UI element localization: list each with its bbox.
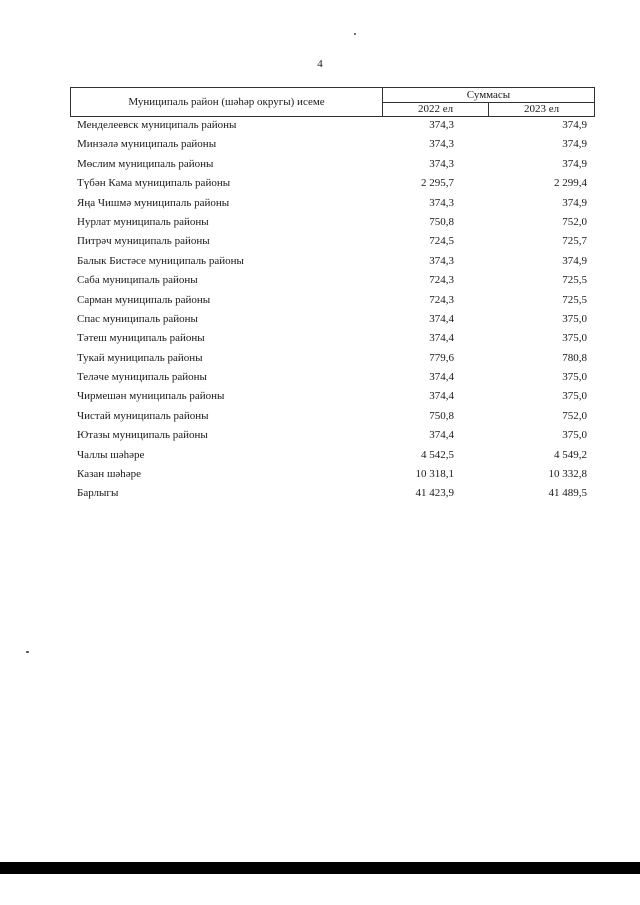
district-name: Барлыгы: [77, 487, 119, 500]
value-2022: 374,3: [429, 119, 454, 131]
value-2023: 780,8: [562, 351, 587, 364]
year-2022-header: 2022 ел: [383, 102, 489, 117]
scan-speck: [354, 33, 356, 35]
table-row: [70, 194, 595, 213]
value-2023: 41 489,5: [548, 487, 587, 500]
value-2022: 374,4: [429, 332, 454, 345]
table-row: [70, 349, 595, 368]
scan-speck: [26, 651, 29, 653]
value-2023: 725,5: [562, 274, 587, 287]
table-row: [70, 135, 595, 154]
page-number: 4: [317, 58, 323, 70]
table-row: [70, 426, 595, 445]
district-name: Питрәч муниципаль районы: [77, 235, 210, 248]
value-2023: 374,9: [562, 196, 587, 209]
value-2023: 752,0: [562, 409, 587, 422]
district-name: Саба муниципаль районы: [77, 274, 198, 287]
table-row: [70, 271, 595, 290]
value-2022: 374,4: [429, 371, 454, 384]
table-row: [70, 252, 595, 271]
table-header: [70, 87, 595, 117]
district-name: Тәтеш муниципаль районы: [77, 332, 205, 345]
district-name: Сарман муниципаль районы: [77, 293, 211, 306]
table-row: [70, 174, 595, 193]
value-2023: 375,0: [562, 312, 587, 325]
table-row: [70, 291, 595, 310]
value-2023: 375,0: [562, 371, 587, 384]
value-2023: 10 332,8: [548, 468, 587, 481]
district-name: Нурлат муниципаль районы: [77, 215, 209, 228]
district-name: Чаллы шәһәре: [77, 448, 145, 461]
value-2023: 374,9: [562, 254, 587, 267]
value-2022: 779,6: [429, 351, 454, 364]
value-2022: 374,3: [429, 157, 454, 170]
value-2023: 725,7: [562, 235, 587, 248]
district-name: Мөслим муниципаль районы: [77, 157, 214, 170]
table-row: [70, 155, 595, 174]
value-2023: 375,0: [562, 429, 587, 442]
value-2022: 374,4: [429, 429, 454, 442]
value-2023: 375,0: [562, 390, 587, 403]
table-row: [70, 446, 595, 465]
district-name: Теләче муниципаль районы: [77, 371, 207, 384]
value-2022: 750,8: [429, 215, 454, 228]
sum-group-header: Суммасы: [383, 88, 595, 103]
district-name: Чирмешән муниципаль районы: [77, 390, 225, 403]
value-2022: 374,3: [429, 138, 454, 151]
value-2022: 374,3: [429, 196, 454, 209]
table-row: [70, 232, 595, 251]
value-2022: 374,4: [429, 312, 454, 325]
district-name: Менделеевск муниципаль районы: [77, 119, 237, 131]
district-name: Түбән Кама муниципаль районы: [77, 177, 231, 190]
value-2022: 2 295,7: [421, 177, 454, 190]
value-2023: 374,9: [562, 157, 587, 170]
value-2023: 375,0: [562, 332, 587, 345]
table-row: [70, 310, 595, 329]
table-row: [70, 407, 595, 426]
district-name: Минзәлә муниципаль районы: [77, 138, 217, 151]
district-name: Тукай муниципаль районы: [77, 351, 203, 364]
table-row: [70, 484, 595, 503]
value-2023: 752,0: [562, 215, 587, 228]
table-body: [70, 116, 595, 504]
value-2022: 41 423,9: [415, 487, 454, 500]
district-name: Яңа Чишмә муниципаль районы: [77, 196, 230, 209]
table-row: [70, 387, 595, 406]
value-2022: 374,4: [429, 390, 454, 403]
value-2023: 374,9: [562, 119, 587, 131]
value-2022: 374,3: [429, 254, 454, 267]
value-2022: 724,3: [429, 274, 454, 287]
value-2022: 4 542,5: [421, 448, 454, 461]
district-name: Балык Бистәсе муниципаль районы: [77, 254, 244, 267]
value-2022: 10 318,1: [415, 468, 454, 481]
value-2022: 724,5: [429, 235, 454, 248]
district-name: Казан шәһәре: [77, 468, 142, 481]
table-row: [70, 465, 595, 484]
district-name: Спас муниципаль районы: [77, 312, 198, 325]
table-row: [70, 213, 595, 232]
name-column-header: Муниципаль район (шәһәр округы) исеме: [71, 88, 383, 117]
value-2022: 750,8: [429, 409, 454, 422]
table-row: [70, 368, 595, 387]
value-2023: 2 299,4: [554, 177, 587, 190]
scan-edge-bar: [0, 862, 640, 874]
value-2022: 724,3: [429, 293, 454, 306]
district-name: Ютазы муниципаль районы: [77, 429, 208, 442]
value-2023: 725,5: [562, 293, 587, 306]
table-row: [70, 116, 595, 135]
value-2023: 4 549,2: [554, 448, 587, 461]
value-2023: 374,9: [562, 138, 587, 151]
year-2023-header: 2023 ел: [489, 102, 595, 117]
table-row: [70, 329, 595, 348]
district-name: Чистай муниципаль районы: [77, 409, 209, 422]
